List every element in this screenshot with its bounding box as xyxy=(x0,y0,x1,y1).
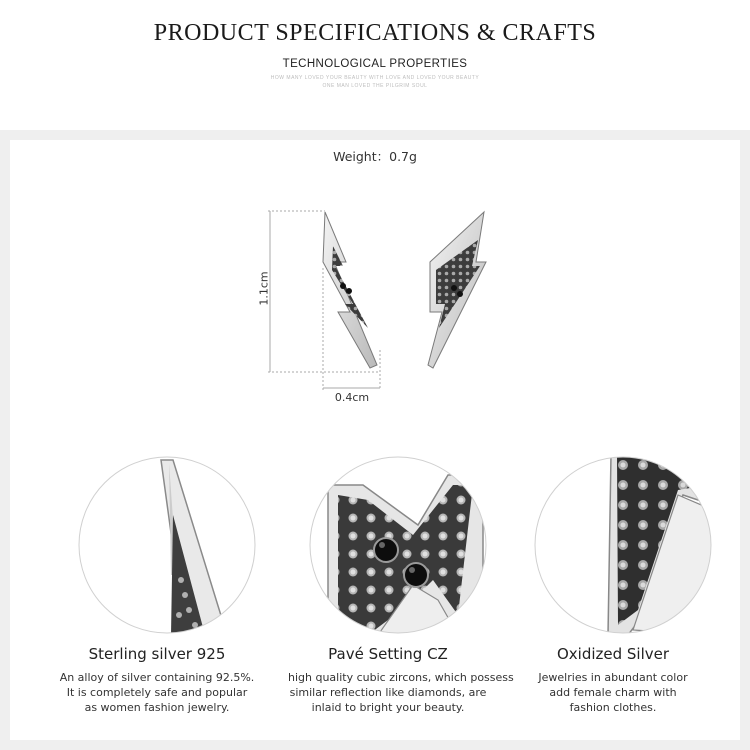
feature-title: Pavé Setting CZ xyxy=(328,645,448,663)
weight-label: Weight：0.7g xyxy=(333,149,417,164)
feature-desc-line: add female charm with xyxy=(549,686,677,699)
sterling-silver-closeup-image xyxy=(77,455,257,635)
feature-description xyxy=(288,670,514,715)
feature-desc-line: It is completely safe and popular xyxy=(66,686,248,699)
feature-description xyxy=(513,670,713,715)
feature-description xyxy=(57,670,257,715)
feature-desc-line: high quality cubic zircons, which possess xyxy=(288,671,514,684)
feature-desc-line: inlaid to bright your beauty. xyxy=(311,701,465,714)
feature-desc-line: An alloy of silver containing 92.5%. xyxy=(59,671,255,684)
oxidized-silver-closeup-image xyxy=(533,455,713,635)
width-dimension-label: 0.4cm xyxy=(334,391,370,404)
right-earring xyxy=(428,212,486,368)
feature-desc-line: Jewelries in abundant color xyxy=(538,671,688,684)
tagline-1: HOW MANY LOVED YOUR BEAUTY WITH LOVE AND LOVED YOUR BEAUTY xyxy=(270,75,480,81)
pave-setting-closeup-image xyxy=(308,455,488,635)
height-dimension-label: 1.1cm xyxy=(257,271,271,306)
tagline-2: ONE MAN LOVED THE PILGRIM SOUL xyxy=(322,83,428,89)
feature-desc-line: similar reflection like diamonds, are xyxy=(289,686,487,699)
left-earring xyxy=(323,212,377,368)
earring-pair-image xyxy=(240,200,510,410)
feature-desc-line: fashion clothes. xyxy=(569,701,657,714)
page-subtitle: TECHNOLOGICAL PROPERTIES xyxy=(282,58,468,70)
feature-title: Sterling silver 925 xyxy=(88,645,226,663)
feature-title: Oxidized Silver xyxy=(556,645,670,663)
header xyxy=(0,0,750,130)
page-title: PRODUCT SPECIFICATIONS & CRAFTS xyxy=(153,20,597,46)
feature-desc-line: as women fashion jewelry. xyxy=(84,701,230,714)
